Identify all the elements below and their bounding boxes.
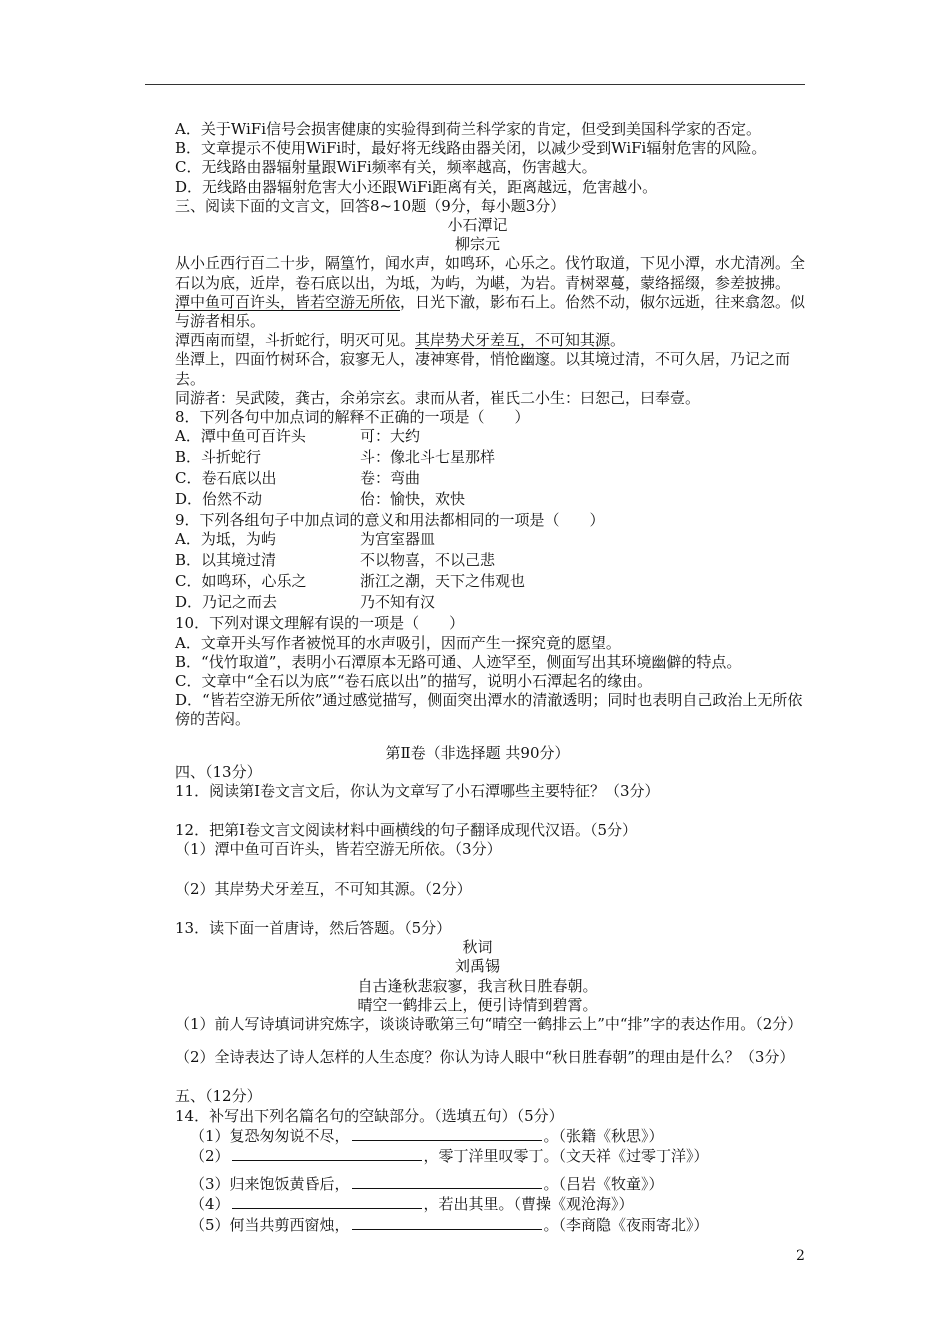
q14-item-2-prompt: （2）: [190, 1146, 230, 1165]
poem-author: 刘禹锡: [454, 957, 500, 976]
q9-option-d-sentence: D．乃记之而去: [175, 593, 278, 612]
fill-blank-2[interactable]: [232, 1146, 422, 1161]
q9-option-c: [145, 572, 810, 593]
fill-blank-1[interactable]: [352, 1126, 542, 1141]
passage-paragraph-3-end: 。: [610, 331, 626, 350]
q8-option-b: [145, 448, 810, 469]
passage-paragraph-4: 坐潭上，四面竹树环合，寂寥无人，凄神寒骨，悄怆幽邃。以其境过清，不可久居，乃记之而去。: [175, 350, 791, 388]
q8-option-d: [145, 490, 810, 511]
q12-sub-1: （1）潭中鱼可百许头，皆若空游无所依。（3分）: [175, 840, 502, 859]
q12-stem: 12．把第Ⅰ卷文言文阅读材料中画横线的句子翻译成现代汉语。（5分）: [175, 821, 638, 840]
q8-option-b-gloss: 斗：像北斗七星那样: [360, 448, 496, 467]
q8-options: [145, 427, 810, 511]
q10-option-b: B．“伐竹取道”，表明小石潭原本无路可通、人迹罕至，侧面写出其环境幽僻的特点。: [175, 652, 742, 671]
part2-title: 第Ⅱ卷（非选择题 共90分）: [385, 743, 570, 762]
q10-option-d: D．“皆若空游无所依”通过感觉描写，侧面突出潭水的清澈透明；同时也表明自己政治上无所依傍的苦闷。: [175, 691, 803, 729]
fill-blank-3[interactable]: [352, 1174, 542, 1189]
q10-stem: 10．下列对课文理解有误的一项是（ ）: [175, 614, 465, 633]
q14-item-2: [145, 1146, 810, 1166]
q14-item-1: [145, 1126, 810, 1146]
q14-item-3: [145, 1174, 810, 1194]
q14-item-2-source: ，零丁洋里叹零丁。（文天祥《过零丁洋》）: [423, 1146, 709, 1165]
q14-item-3-source: 。（吕岩《牧童》）: [543, 1175, 664, 1194]
q14-stem: 14．补写出下列名篇名句的空缺部分。（选填五句）（5分）: [175, 1106, 564, 1125]
passage-paragraph-3: [145, 331, 810, 350]
poem-line-2: 晴空一鹤排云上，便引诗情到碧霄。: [357, 995, 598, 1014]
q9-option-c-sentence: C．如鸣环，心乐之: [175, 572, 307, 591]
q9-option-a: [145, 530, 810, 551]
passage-paragraph-1: 从小丘西行百二十步，隔篁竹，闻水声，如鸣环，心乐之。伐竹取道，下见小潭，水尤清冽。全石以为底，近岸，卷石底以出，为坻，为屿，为嵁，为岩。青树翠蔓，蒙络摇缀，参差披拂。: [175, 254, 806, 292]
passage-paragraph-3-start: 潭西南而望，斗折蛇行，明灭可见。: [175, 331, 416, 350]
passage-author: 柳宗元: [454, 235, 500, 254]
q10-option-c: C．文章中“全石以为底”“卷石底以出”的描写，说明小石潭起名的缘由。: [175, 672, 653, 691]
q8-option-a-gloss: 可：大约: [360, 427, 421, 446]
q9-options: [145, 530, 810, 614]
q8-option-c-gloss: 卷：弯曲: [360, 469, 421, 488]
section5-heading: 五、（12分）: [175, 1087, 262, 1106]
page-number: 2: [796, 1248, 805, 1264]
q13-sub-1: （1）前人写诗填词讲究炼字，谈谈诗歌第三句“晴空一鹤排云上”中“排”字的表达作用。（2分）: [175, 1014, 803, 1033]
q8-option-d-gloss: 佁：愉快，欢快: [360, 490, 466, 509]
q7-option-a: A．关于WiFi信号会损害健康的实验得到荷兰科学家的肯定，但受到美国科学家的否定。: [175, 120, 761, 138]
poem-line-1: 自古逢秋悲寂寥，我言秋日胜春朝。: [357, 976, 598, 995]
poem-title: 秋词: [462, 938, 493, 957]
q7-option-b: B．文章提示不使用WiFi时，最好将无线路由器关闭，以减少受到WiFi辐射危害的风险。: [175, 139, 767, 158]
q10-option-a: A．文章开头写作者被悦耳的水声吸引，因而产生一探究竟的愿望。: [175, 633, 621, 652]
q14-item-4-source: ，若出其里。（曹操《观沧海》）: [423, 1195, 634, 1214]
section3-heading: 三、阅读下面的文言文，回答8~10题（9分，每小题3分）: [175, 196, 566, 215]
q14-item-4-prompt: （4）: [190, 1195, 230, 1214]
q9-option-a-sentence: A．为坻，为屿: [175, 530, 276, 549]
q14-item-1-prompt: （1）复恐匆匆说不尽，: [190, 1126, 350, 1145]
q14-item-3-prompt: （3）归来饱饭黄昏后，: [190, 1175, 350, 1194]
section4-heading: 四、（13分）: [175, 762, 262, 781]
q14-item-5-prompt: （5）何当共剪西窗烛，: [190, 1215, 350, 1234]
q12-sub-2: （2）其岸势犬牙差互，不可知其源。（2分）: [175, 879, 472, 898]
q14-item-4: [145, 1194, 810, 1214]
underlined-sentence-2: 其岸势犬牙差互，不可知其源: [415, 331, 611, 350]
q8-stem: 8．下列各句中加点词的解释不正确的一项是（ ）: [175, 408, 530, 427]
q8-option-c: [145, 469, 810, 490]
passage-paragraph-2-rest: ，日光下澈，影布石上。佁然不动，俶尔远逝，往来翕忽。似与游者相乐。: [175, 292, 806, 331]
q9-option-b-sentence: B．以其境过清: [175, 551, 277, 570]
q8-option-a: [145, 427, 810, 448]
q9-option-d: [145, 593, 810, 614]
q9-option-b-compare: 不以物喜，不以己悲: [360, 551, 496, 570]
passage-paragraph-2: [145, 293, 810, 331]
q9-option-b: [145, 551, 810, 572]
passage-title: 小石潭记: [447, 216, 508, 235]
q8-option-d-sentence: D．佁然不动: [175, 490, 263, 509]
q7-option-c: C．无线路由器辐射量跟WiFi频率有关，频率越高，伤害越大。: [175, 158, 597, 177]
passage-paragraph-5: 同游者：吴武陵，龚古，余弟宗玄。隶而从者，崔氏二小生：曰恕己，曰奉壹。: [175, 388, 701, 407]
q8-option-b-sentence: B．斗折蛇行: [175, 448, 262, 467]
q13-stem: 13．读下面一首唐诗，然后答题。（5分）: [175, 918, 452, 937]
q9-option-d-compare: 乃不知有汉: [360, 593, 436, 612]
q9-stem: 9．下列各组句子中加点词的意义和用法都相同的一项是（ ）: [175, 511, 605, 530]
q7-option-d: D．无线路由器辐射危害大小还跟WiFi距离有关，距离越远，危害越小。: [175, 177, 658, 196]
header-rule: [145, 84, 805, 85]
exam-page-content: [145, 120, 810, 1235]
q8-option-c-sentence: C．卷石底以出: [175, 469, 277, 488]
q14-item-5-source: 。（李商隐《夜雨寄北》）: [543, 1215, 709, 1234]
q11: 11．阅读第Ⅰ卷文言文后，你认为文章写了小石潭哪些主要特征？（3分）: [175, 782, 660, 801]
underlined-sentence-1: 潭中鱼可百许头，皆若空游无所依: [175, 292, 401, 311]
q13-sub-2: （2）全诗表达了诗人怎样的人生态度？你认为诗人眼中“秋日胜春朝”的理由是什么？（3分）: [175, 1048, 795, 1067]
fill-blank-4[interactable]: [232, 1194, 422, 1209]
q14-item-5: [145, 1215, 810, 1235]
q9-option-a-compare: 为宫室器皿: [360, 530, 436, 549]
q7-options: [145, 120, 810, 197]
q9-option-c-compare: 浙江之潮，天下之伟观也: [360, 572, 526, 591]
q14-item-1-source: 。（张籍《秋思》）: [543, 1126, 664, 1145]
q8-option-a-sentence: A．潭中鱼可百许头: [175, 427, 306, 446]
fill-blank-5[interactable]: [352, 1215, 542, 1230]
